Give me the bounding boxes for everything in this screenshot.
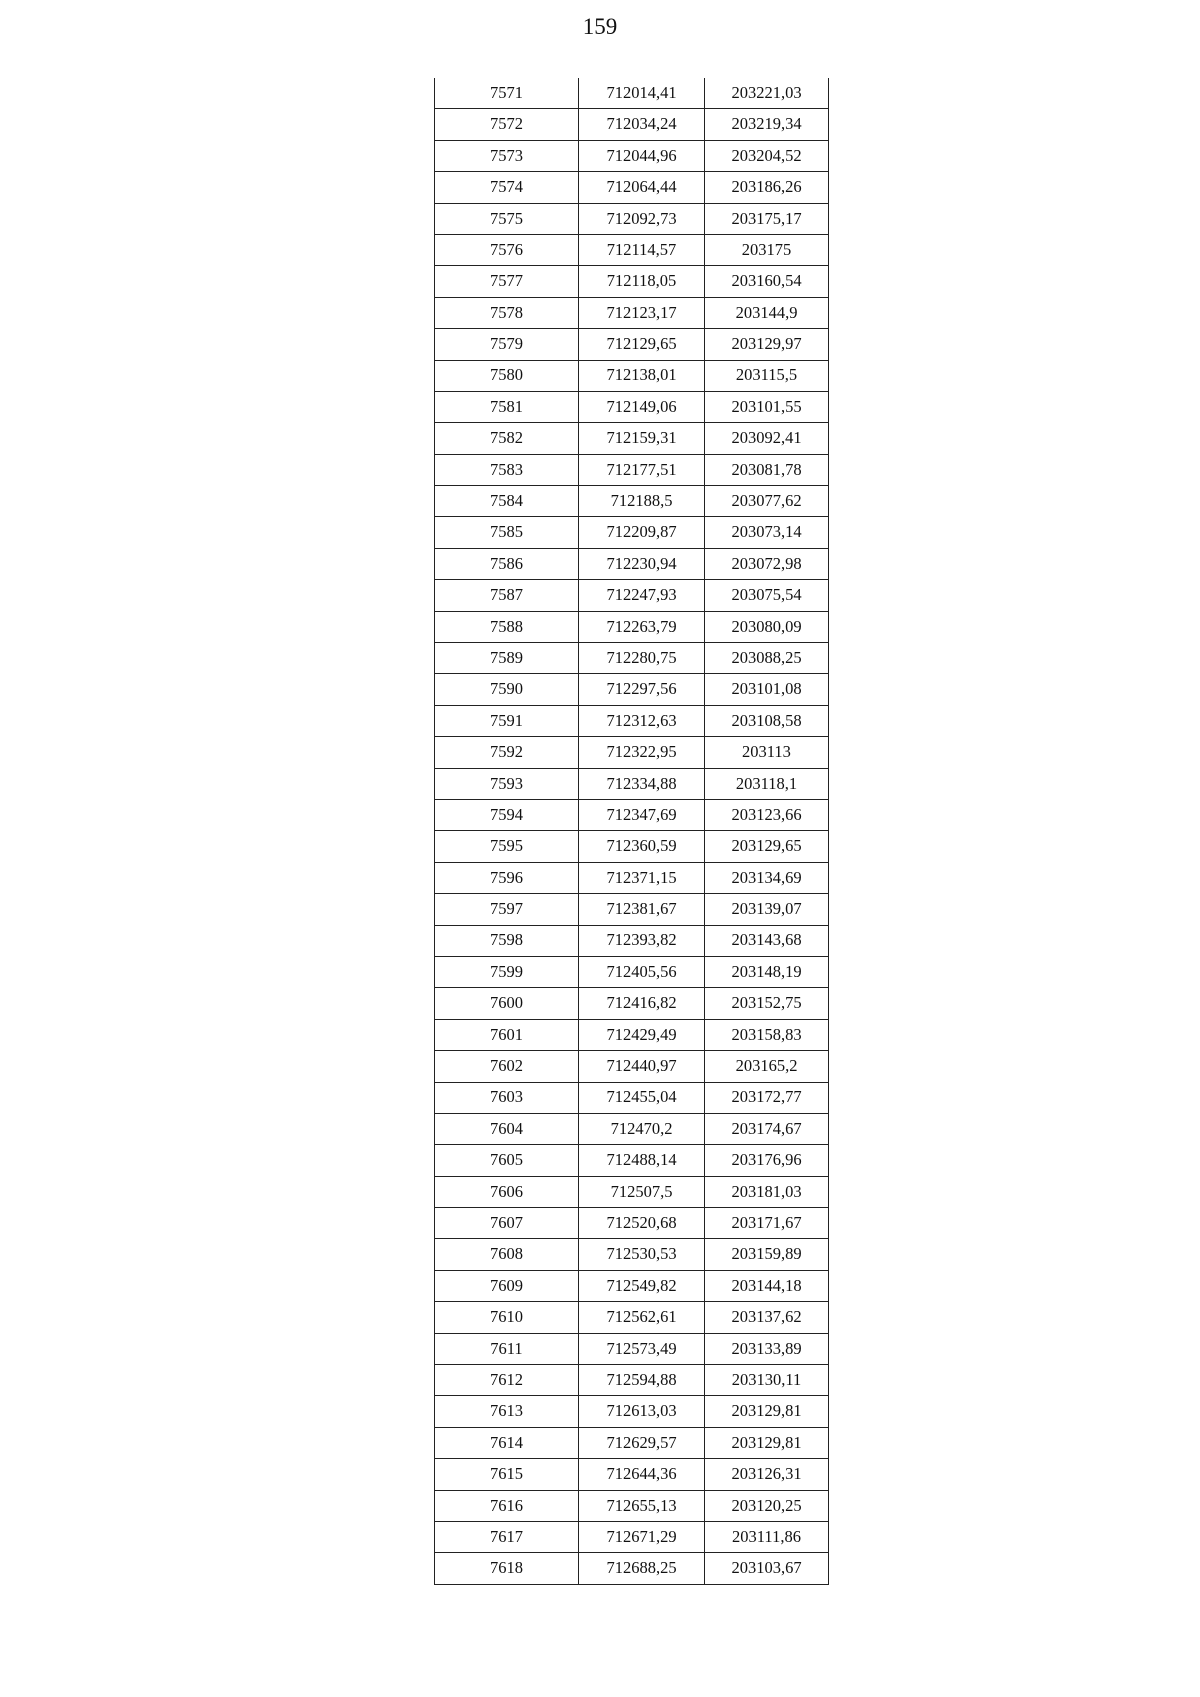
- y-coordinate-cell: 203075,54: [705, 580, 829, 611]
- point-number-cell: 7587: [435, 580, 579, 611]
- point-number-cell: 7592: [435, 737, 579, 768]
- table-row: [435, 1333, 829, 1364]
- table-row: [435, 1145, 829, 1176]
- x-coordinate-cell: 712014,41: [579, 78, 705, 109]
- point-number-cell: 7578: [435, 297, 579, 328]
- x-coordinate-cell: 712644,36: [579, 1459, 705, 1490]
- x-coordinate-cell: 712393,82: [579, 925, 705, 956]
- y-coordinate-cell: 203130,11: [705, 1365, 829, 1396]
- table-row: [435, 140, 829, 171]
- y-coordinate-cell: 203165,2: [705, 1051, 829, 1082]
- y-coordinate-cell: 203175,17: [705, 203, 829, 234]
- point-number-cell: 7618: [435, 1553, 579, 1584]
- y-coordinate-cell: 203176,96: [705, 1145, 829, 1176]
- x-coordinate-cell: 712360,59: [579, 831, 705, 862]
- y-coordinate-cell: 203129,81: [705, 1427, 829, 1458]
- y-coordinate-cell: 203077,62: [705, 486, 829, 517]
- y-coordinate-cell: 203219,34: [705, 109, 829, 140]
- point-number-cell: 7614: [435, 1427, 579, 1458]
- table-row: [435, 234, 829, 265]
- y-coordinate-cell: 203152,75: [705, 988, 829, 1019]
- x-coordinate-cell: 712322,95: [579, 737, 705, 768]
- x-coordinate-cell: 712138,01: [579, 360, 705, 391]
- point-number-cell: 7596: [435, 862, 579, 893]
- x-coordinate-cell: 712507,5: [579, 1176, 705, 1207]
- table-row: [435, 1365, 829, 1396]
- x-coordinate-cell: 712312,63: [579, 705, 705, 736]
- point-number-cell: 7583: [435, 454, 579, 485]
- x-coordinate-cell: 712123,17: [579, 297, 705, 328]
- table-row: [435, 1051, 829, 1082]
- table-row: [435, 862, 829, 893]
- point-number-cell: 7584: [435, 486, 579, 517]
- table-row: [435, 799, 829, 830]
- y-coordinate-cell: 203126,31: [705, 1459, 829, 1490]
- coordinates-table-body: [435, 78, 829, 1584]
- y-coordinate-cell: 203172,77: [705, 1082, 829, 1113]
- point-number-cell: 7616: [435, 1490, 579, 1521]
- y-coordinate-cell: 203204,52: [705, 140, 829, 171]
- y-coordinate-cell: 203123,66: [705, 799, 829, 830]
- y-coordinate-cell: 203221,03: [705, 78, 829, 109]
- x-coordinate-cell: 712347,69: [579, 799, 705, 830]
- y-coordinate-cell: 203092,41: [705, 423, 829, 454]
- table-row: [435, 1521, 829, 1552]
- y-coordinate-cell: 203129,97: [705, 329, 829, 360]
- table-row: [435, 1427, 829, 1458]
- y-coordinate-cell: 203159,89: [705, 1239, 829, 1270]
- x-coordinate-cell: 712594,88: [579, 1365, 705, 1396]
- x-coordinate-cell: 712562,61: [579, 1302, 705, 1333]
- table-row: [435, 737, 829, 768]
- point-number-cell: 7591: [435, 705, 579, 736]
- y-coordinate-cell: 203101,08: [705, 674, 829, 705]
- y-coordinate-cell: 203101,55: [705, 391, 829, 422]
- point-number-cell: 7610: [435, 1302, 579, 1333]
- x-coordinate-cell: 712530,53: [579, 1239, 705, 1270]
- y-coordinate-cell: 203113: [705, 737, 829, 768]
- y-coordinate-cell: 203160,54: [705, 266, 829, 297]
- x-coordinate-cell: 712381,67: [579, 894, 705, 925]
- table-row: [435, 78, 829, 109]
- y-coordinate-cell: 203134,69: [705, 862, 829, 893]
- x-coordinate-cell: 712149,06: [579, 391, 705, 422]
- table-row: [435, 1396, 829, 1427]
- y-coordinate-cell: 203144,9: [705, 297, 829, 328]
- y-coordinate-cell: 203137,62: [705, 1302, 829, 1333]
- table-row: [435, 297, 829, 328]
- table-row: [435, 109, 829, 140]
- x-coordinate-cell: 712405,56: [579, 956, 705, 987]
- y-coordinate-cell: 203088,25: [705, 643, 829, 674]
- table-row: [435, 329, 829, 360]
- table-row: [435, 391, 829, 422]
- coordinates-table: [434, 78, 829, 1585]
- point-number-cell: 7613: [435, 1396, 579, 1427]
- y-coordinate-cell: 203148,19: [705, 956, 829, 987]
- y-coordinate-cell: 203073,14: [705, 517, 829, 548]
- y-coordinate-cell: 203186,26: [705, 172, 829, 203]
- y-coordinate-cell: 203144,18: [705, 1270, 829, 1301]
- y-coordinate-cell: 203133,89: [705, 1333, 829, 1364]
- point-number-cell: 7582: [435, 423, 579, 454]
- table-row: [435, 1208, 829, 1239]
- x-coordinate-cell: 712209,87: [579, 517, 705, 548]
- x-coordinate-cell: 712629,57: [579, 1427, 705, 1458]
- point-number-cell: 7594: [435, 799, 579, 830]
- y-coordinate-cell: 203171,67: [705, 1208, 829, 1239]
- point-number-cell: 7585: [435, 517, 579, 548]
- table-row: [435, 611, 829, 642]
- page-number: 159: [582, 14, 618, 39]
- table-row: [435, 1553, 829, 1584]
- table-row: [435, 517, 829, 548]
- point-number-cell: 7599: [435, 956, 579, 987]
- x-coordinate-cell: 712118,05: [579, 266, 705, 297]
- point-number-cell: 7598: [435, 925, 579, 956]
- point-number-cell: 7580: [435, 360, 579, 391]
- y-coordinate-cell: 203175: [705, 234, 829, 265]
- y-coordinate-cell: 203158,83: [705, 1019, 829, 1050]
- point-number-cell: 7573: [435, 140, 579, 171]
- table-row: [435, 580, 829, 611]
- table-row: [435, 894, 829, 925]
- point-number-cell: 7607: [435, 1208, 579, 1239]
- x-coordinate-cell: 712034,24: [579, 109, 705, 140]
- point-number-cell: 7590: [435, 674, 579, 705]
- y-coordinate-cell: 203143,68: [705, 925, 829, 956]
- point-number-cell: 7589: [435, 643, 579, 674]
- point-number-cell: 7581: [435, 391, 579, 422]
- x-coordinate-cell: 712297,56: [579, 674, 705, 705]
- y-coordinate-cell: 203072,98: [705, 548, 829, 579]
- x-coordinate-cell: 712488,14: [579, 1145, 705, 1176]
- table-row: [435, 1302, 829, 1333]
- table-row: [435, 988, 829, 1019]
- x-coordinate-cell: 712064,44: [579, 172, 705, 203]
- table-row: [435, 1459, 829, 1490]
- table-row: [435, 486, 829, 517]
- x-coordinate-cell: 712573,49: [579, 1333, 705, 1364]
- point-number-cell: 7588: [435, 611, 579, 642]
- point-number-cell: 7615: [435, 1459, 579, 1490]
- x-coordinate-cell: 712455,04: [579, 1082, 705, 1113]
- point-number-cell: 7603: [435, 1082, 579, 1113]
- table-row: [435, 548, 829, 579]
- table-row: [435, 1270, 829, 1301]
- x-coordinate-cell: 712520,68: [579, 1208, 705, 1239]
- point-number-cell: 7593: [435, 768, 579, 799]
- x-coordinate-cell: 712334,88: [579, 768, 705, 799]
- table-row: [435, 925, 829, 956]
- x-coordinate-cell: 712429,49: [579, 1019, 705, 1050]
- point-number-cell: 7601: [435, 1019, 579, 1050]
- x-coordinate-cell: 712159,31: [579, 423, 705, 454]
- y-coordinate-cell: 203129,81: [705, 1396, 829, 1427]
- table-row: [435, 1490, 829, 1521]
- x-coordinate-cell: 712416,82: [579, 988, 705, 1019]
- point-number-cell: 7576: [435, 234, 579, 265]
- point-number-cell: 7572: [435, 109, 579, 140]
- x-coordinate-cell: 712247,93: [579, 580, 705, 611]
- table-row: [435, 705, 829, 736]
- y-coordinate-cell: 203181,03: [705, 1176, 829, 1207]
- y-coordinate-cell: 203115,5: [705, 360, 829, 391]
- x-coordinate-cell: 712092,73: [579, 203, 705, 234]
- table-row: [435, 1019, 829, 1050]
- x-coordinate-cell: 712655,13: [579, 1490, 705, 1521]
- x-coordinate-cell: 712371,15: [579, 862, 705, 893]
- point-number-cell: 7605: [435, 1145, 579, 1176]
- point-number-cell: 7602: [435, 1051, 579, 1082]
- y-coordinate-cell: 203080,09: [705, 611, 829, 642]
- table-row: [435, 423, 829, 454]
- x-coordinate-cell: 712470,2: [579, 1113, 705, 1144]
- point-number-cell: 7595: [435, 831, 579, 862]
- table-row: [435, 768, 829, 799]
- y-coordinate-cell: 203108,58: [705, 705, 829, 736]
- x-coordinate-cell: 712440,97: [579, 1051, 705, 1082]
- y-coordinate-cell: 203139,07: [705, 894, 829, 925]
- table-row: [435, 266, 829, 297]
- point-number-cell: 7604: [435, 1113, 579, 1144]
- x-coordinate-cell: 712230,94: [579, 548, 705, 579]
- x-coordinate-cell: 712549,82: [579, 1270, 705, 1301]
- y-coordinate-cell: 203103,67: [705, 1553, 829, 1584]
- y-coordinate-cell: 203118,1: [705, 768, 829, 799]
- y-coordinate-cell: 203174,67: [705, 1113, 829, 1144]
- table-row: [435, 203, 829, 234]
- point-number-cell: 7611: [435, 1333, 579, 1364]
- table-row: [435, 831, 829, 862]
- point-number-cell: 7597: [435, 894, 579, 925]
- point-number-cell: 7606: [435, 1176, 579, 1207]
- x-coordinate-cell: 712129,65: [579, 329, 705, 360]
- y-coordinate-cell: 203120,25: [705, 1490, 829, 1521]
- y-coordinate-cell: 203111,86: [705, 1521, 829, 1552]
- y-coordinate-cell: 203129,65: [705, 831, 829, 862]
- x-coordinate-cell: 712613,03: [579, 1396, 705, 1427]
- point-number-cell: 7608: [435, 1239, 579, 1270]
- point-number-cell: 7612: [435, 1365, 579, 1396]
- table-row: [435, 643, 829, 674]
- x-coordinate-cell: 712114,57: [579, 234, 705, 265]
- point-number-cell: 7617: [435, 1521, 579, 1552]
- table-row: [435, 956, 829, 987]
- point-number-cell: 7579: [435, 329, 579, 360]
- x-coordinate-cell: 712688,25: [579, 1553, 705, 1584]
- point-number-cell: 7600: [435, 988, 579, 1019]
- table-row: [435, 172, 829, 203]
- point-number-cell: 7571: [435, 78, 579, 109]
- table-row: [435, 674, 829, 705]
- table-row: [435, 454, 829, 485]
- point-number-cell: 7609: [435, 1270, 579, 1301]
- table-row: [435, 1082, 829, 1113]
- point-number-cell: 7574: [435, 172, 579, 203]
- x-coordinate-cell: 712177,51: [579, 454, 705, 485]
- y-coordinate-cell: 203081,78: [705, 454, 829, 485]
- point-number-cell: 7575: [435, 203, 579, 234]
- x-coordinate-cell: 712280,75: [579, 643, 705, 674]
- x-coordinate-cell: 712263,79: [579, 611, 705, 642]
- x-coordinate-cell: 712671,29: [579, 1521, 705, 1552]
- x-coordinate-cell: 712044,96: [579, 140, 705, 171]
- table-row: [435, 360, 829, 391]
- point-number-cell: 7586: [435, 548, 579, 579]
- x-coordinate-cell: 712188,5: [579, 486, 705, 517]
- table-row: [435, 1113, 829, 1144]
- table-row: [435, 1176, 829, 1207]
- point-number-cell: 7577: [435, 266, 579, 297]
- table-row: [435, 1239, 829, 1270]
